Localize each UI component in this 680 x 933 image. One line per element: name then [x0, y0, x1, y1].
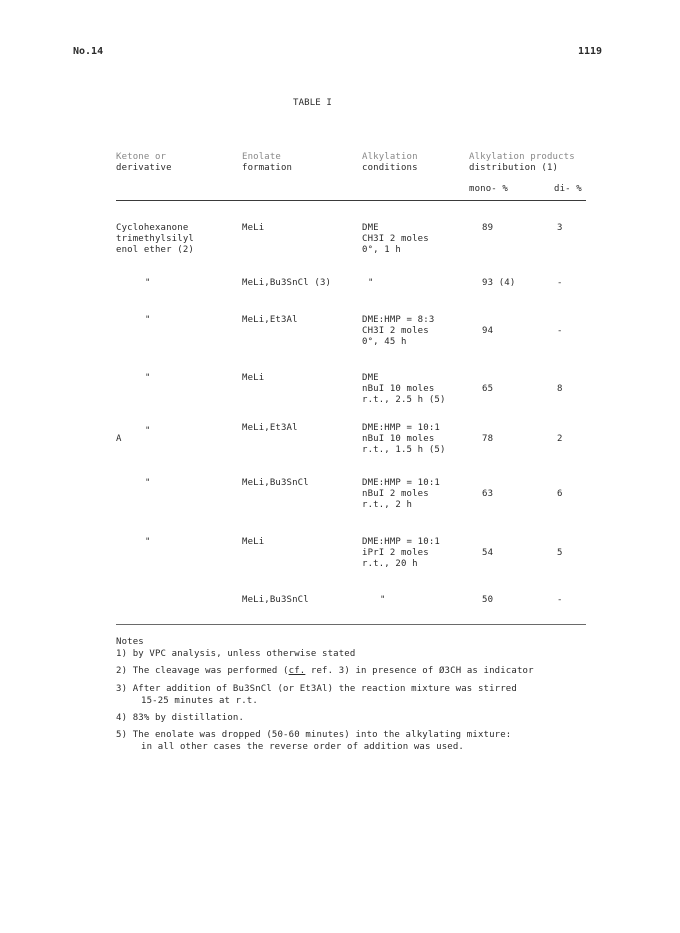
conditions-cell: DME nBuI 10 moles r.t., 2.5 h (5): [362, 373, 446, 405]
note-2-text-a: 2) The cleavage was performed (: [116, 666, 289, 676]
di-cell: 6: [557, 489, 563, 499]
enolate-cell: MeLi,Bu3SnCl (3): [242, 278, 332, 288]
conditions-cell: ": [380, 595, 386, 605]
ketone-cell: ": [145, 478, 151, 488]
note-5-continued: in all other cases the reverse order of addition was used.: [141, 742, 464, 752]
enolate-cell: MeLi: [242, 537, 265, 547]
enolate-cell: MeLi,Bu3SnCl: [242, 595, 309, 605]
mono-cell: 93 (4): [482, 278, 516, 288]
col-header-products: Alkylation products distribution (1): [469, 152, 575, 173]
ketone-cell: Cyclohexanone trimethylsilyl enol ether (2): [116, 223, 194, 255]
note-5: 5) The enolate was dropped (50-60 minutes) into the alkylating mixture:: [116, 730, 512, 740]
note-3: 3) After addition of Bu3SnCl (or Et3Al) the reaction mixture was stirred: [116, 684, 517, 694]
enolate-cell: MeLi,Bu3SnCl: [242, 478, 309, 488]
enolate-cell: MeLi: [242, 223, 265, 233]
di-cell: 8: [557, 384, 563, 394]
mono-cell: 50: [482, 595, 494, 605]
mono-cell: 65: [482, 384, 494, 394]
ketone-cell: ": [145, 373, 151, 383]
conditions-cell: DME:HMP = 10:1 iPrI 2 moles r.t., 20 h: [362, 537, 440, 569]
table-title: TABLE I: [293, 98, 332, 108]
conditions-cell: DME:HMP = 10:1 nBuI 2 moles r.t., 2 h: [362, 478, 440, 510]
mono-cell: 54: [482, 548, 494, 558]
header-rule: [116, 200, 586, 201]
di-cell: -: [557, 278, 563, 288]
note-2-text-b: ref. 3) in presence of Ø3CH as indicator: [305, 666, 534, 676]
enolate-cell: MeLi: [242, 373, 265, 383]
enolate-cell: MeLi,Et3Al: [242, 315, 298, 325]
ketone-cell: ": [145, 315, 151, 325]
note-1: 1) by VPC analysis, unless otherwise stated: [116, 649, 356, 659]
di-cell: 5: [557, 548, 563, 558]
col-header-enolate: Enolate formation: [242, 152, 293, 173]
col-header-di: di- %: [554, 184, 582, 194]
di-cell: 3: [557, 223, 563, 233]
col-header-alkylation: Alkylation conditions: [362, 152, 418, 173]
note-3-continued: 15-25 minutes at r.t.: [141, 696, 258, 706]
ketone-cell: ": [145, 278, 151, 288]
col-header-ketone: Ketone or derivative: [116, 152, 172, 173]
conditions-cell: DME:HMP = 8:3 CH3I 2 moles 0°, 45 h: [362, 315, 435, 347]
ketone-cell: ": [145, 426, 151, 436]
mono-cell: 63: [482, 489, 494, 499]
row-label-a: A: [116, 434, 122, 444]
conditions-cell: DME CH3I 2 moles 0°, 1 h: [362, 223, 429, 255]
conditions-cell: ": [368, 278, 374, 288]
note-2: [116, 666, 534, 676]
di-cell: -: [557, 326, 563, 336]
page-number: 1119: [578, 46, 603, 57]
di-cell: 2: [557, 434, 563, 444]
conditions-cell: DME:HMP = 10:1 nBuI 10 moles r.t., 1.5 h (5): [362, 423, 446, 455]
ketone-cell: ": [145, 537, 151, 547]
footer-rule: [116, 624, 586, 625]
mono-cell: 89: [482, 223, 494, 233]
mono-cell: 94: [482, 326, 494, 336]
page-left-header: No.14: [73, 46, 104, 57]
di-cell: -: [557, 595, 563, 605]
note-4: 4) 83% by distillation.: [116, 713, 245, 723]
col-header-mono: mono- %: [469, 184, 508, 194]
note-2-cf: cf.: [288, 666, 306, 676]
mono-cell: 78: [482, 434, 494, 444]
enolate-cell: MeLi,Et3Al: [242, 423, 298, 433]
notes-heading: Notes: [116, 637, 144, 647]
